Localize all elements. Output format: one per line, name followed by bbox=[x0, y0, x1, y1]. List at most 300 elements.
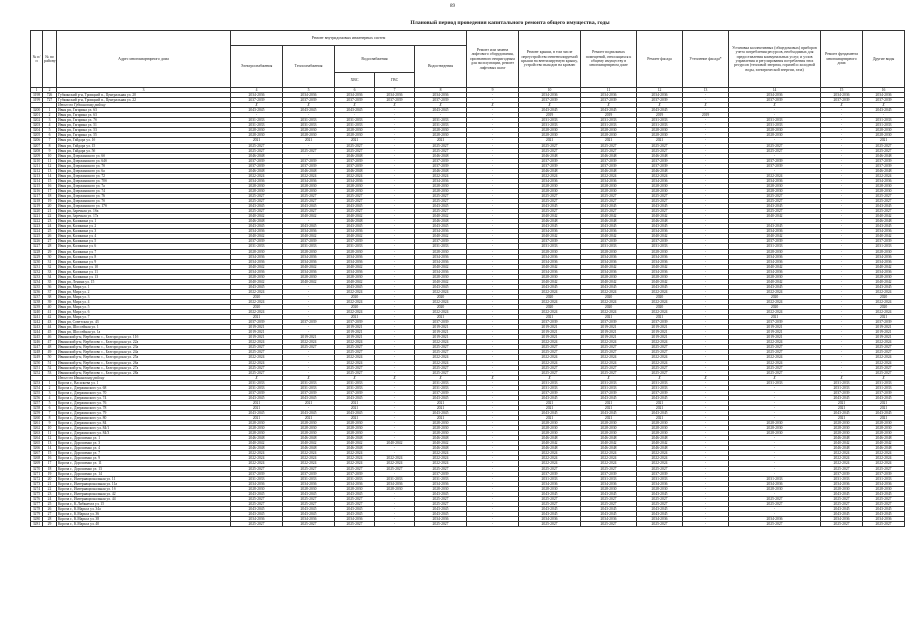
address-cell: Ивня рп, Калинина ул. 4 bbox=[57, 234, 231, 239]
table-cell: X bbox=[467, 375, 519, 380]
table-cell: 2031-2033 bbox=[581, 123, 637, 128]
table-cell: 2034-2036 bbox=[415, 516, 467, 521]
table-cell: - bbox=[683, 461, 729, 466]
table-cell: - bbox=[375, 108, 415, 113]
table-cell: 2028-2030 bbox=[729, 133, 821, 138]
table-cell: 3254 bbox=[31, 385, 43, 390]
table-cell: 3276 bbox=[31, 496, 43, 501]
table-cell: 3 bbox=[43, 390, 57, 395]
table-cell: 2034-2036 bbox=[637, 254, 683, 259]
table-cell: 2043-2045 bbox=[729, 284, 821, 289]
table-cell: - bbox=[375, 199, 415, 204]
address-cell: Ивня рп, Калинина ул. 7 bbox=[57, 249, 231, 254]
table-cell: - bbox=[375, 516, 415, 521]
table-cell: 2031-2033 bbox=[231, 380, 283, 385]
table-cell: 2021 bbox=[415, 405, 467, 410]
table-cell: 2025-2027 bbox=[581, 501, 637, 506]
table-cell: - bbox=[821, 113, 863, 118]
table-cell: 2043-2045 bbox=[821, 491, 863, 496]
table-cell: 2043-2045 bbox=[581, 224, 637, 229]
table-cell: - bbox=[683, 421, 729, 426]
table-cell: - bbox=[683, 365, 729, 370]
table-cell: - bbox=[821, 128, 863, 133]
table-cell: 2037-2039 bbox=[335, 158, 375, 163]
table-cell: 3244 bbox=[31, 330, 43, 335]
table-cell: - bbox=[683, 451, 729, 456]
table-cell: 2034-2036 bbox=[863, 229, 905, 234]
address-cell: Короча г., Дорошенко ул. 7 bbox=[57, 451, 231, 456]
table-cell: - bbox=[683, 269, 729, 274]
table-cell: 2034-2036 bbox=[581, 178, 637, 183]
address-cell: Короча г., Интернациональная ул. 11а bbox=[57, 481, 231, 486]
table-cell: 2037-2039 bbox=[283, 98, 335, 103]
table-cell: 2043-2045 bbox=[335, 108, 375, 113]
table-cell: - bbox=[375, 264, 415, 269]
table-cell: X bbox=[467, 103, 519, 108]
table-cell: 2022-2024 bbox=[335, 461, 375, 466]
table-cell: 2025-2027 bbox=[581, 143, 637, 148]
table-cell: 2037-2039 bbox=[863, 390, 905, 395]
table-cell: 2025-2027 bbox=[729, 148, 821, 153]
table-cell: 2019-2021 bbox=[231, 330, 283, 335]
table-cell: X bbox=[863, 103, 905, 108]
table-cell: 2034-2036 bbox=[283, 481, 335, 486]
table-cell: 2021 bbox=[863, 315, 905, 320]
table-cell: 2025-2027 bbox=[821, 501, 863, 506]
table-cell: - bbox=[467, 199, 519, 204]
table-cell: - bbox=[821, 330, 863, 335]
table-cell: 3278 bbox=[31, 506, 43, 511]
table-cell: 2040-2042 bbox=[231, 441, 283, 446]
table-cell: 3232 bbox=[31, 269, 43, 274]
table-cell: 3247 bbox=[31, 345, 43, 350]
table-cell: 2034-2036 bbox=[231, 229, 283, 234]
table-cell: 2021 bbox=[283, 400, 335, 405]
table-cell: 2025-2027 bbox=[519, 193, 581, 198]
table-cell: 2028-2030 bbox=[863, 486, 905, 491]
table-cell: 2025-2027 bbox=[519, 199, 581, 204]
table-cell: - bbox=[467, 279, 519, 284]
table-cell: - bbox=[683, 199, 729, 204]
table-cell: - bbox=[683, 511, 729, 516]
table-cell: 2037-2039 bbox=[335, 471, 375, 476]
table-cell: - bbox=[375, 496, 415, 501]
col-number: 3 bbox=[57, 88, 231, 93]
table-cell: 53 bbox=[43, 370, 57, 375]
address-cell: Ивня рп, Дзержинского ул. 6б bbox=[57, 153, 231, 158]
table-cell: - bbox=[467, 471, 519, 476]
table-cell: 2028-2030 bbox=[637, 133, 683, 138]
col-number: 4 bbox=[231, 88, 283, 93]
table-cell: 2021 bbox=[581, 400, 637, 405]
table-cell: 3223 bbox=[31, 224, 43, 229]
table-cell: - bbox=[467, 345, 519, 350]
table-cell: 2022-2024 bbox=[821, 451, 863, 456]
table-cell: 2022-2024 bbox=[335, 451, 375, 456]
table-cell: 2022-2024 bbox=[231, 456, 283, 461]
table-cell: 2025-2027 bbox=[415, 365, 467, 370]
table-cell: 2046-2048 bbox=[283, 168, 335, 173]
table-cell: 2046-2048 bbox=[581, 153, 637, 158]
table-cell: 26 bbox=[43, 234, 57, 239]
table-cell: 2028-2030 bbox=[519, 274, 581, 279]
table-cell: - bbox=[375, 118, 415, 123]
table-cell: 2037-2039 bbox=[581, 98, 637, 103]
table-cell: 2040-2042 bbox=[415, 264, 467, 269]
table-cell: - bbox=[683, 486, 729, 491]
address-cell: Ивня рп, Гайдара ул. 1б bbox=[57, 138, 231, 143]
table-cell: 2025-2027 bbox=[581, 148, 637, 153]
table-cell: 2020 bbox=[335, 305, 375, 310]
table-cell: 2031-2033 bbox=[231, 244, 283, 249]
table-cell: 3271 bbox=[31, 471, 43, 476]
table-cell: 2037-2039 bbox=[415, 158, 467, 163]
table-cell: - bbox=[821, 249, 863, 254]
col-number: 12 bbox=[637, 88, 683, 93]
table-cell: 2028-2030 bbox=[231, 421, 283, 426]
table-cell: 2031-2033 bbox=[637, 123, 683, 128]
address-cell: Ивня рп, Мира ул. 5 bbox=[57, 305, 231, 310]
table-cell: 2046-2048 bbox=[519, 446, 581, 451]
table-cell: - bbox=[683, 340, 729, 345]
table-cell: 2043-2045 bbox=[519, 506, 581, 511]
table-cell: 18 bbox=[43, 466, 57, 471]
table-cell: 2025-2027 bbox=[581, 193, 637, 198]
address-cell: Короча г., Дорошенко ул. 11 bbox=[57, 461, 231, 466]
table-cell: 7 bbox=[43, 411, 57, 416]
table-cell: 2028-2030 bbox=[231, 183, 283, 188]
table-cell: 2031-2033 bbox=[283, 380, 335, 385]
table-cell: - bbox=[729, 436, 821, 441]
table-cell: 2031-2033 bbox=[519, 244, 581, 249]
table-cell: - bbox=[375, 294, 415, 299]
table-cell: 2037-2039 bbox=[581, 239, 637, 244]
table-cell: 3210 bbox=[31, 158, 43, 163]
table-cell: 3228 bbox=[31, 249, 43, 254]
table-cell: X bbox=[283, 103, 335, 108]
table-cell: 2028-2030 bbox=[581, 133, 637, 138]
table-cell: 2020 bbox=[231, 305, 283, 310]
table-cell: 2037-2039 bbox=[637, 163, 683, 168]
table-cell: - bbox=[729, 168, 821, 173]
table-cell: 3233 bbox=[31, 274, 43, 279]
table-cell: 3238 bbox=[31, 299, 43, 304]
table-cell: 2019-2021 bbox=[863, 335, 905, 340]
address-cell: Ивня рп, Калинина ул. 2 bbox=[57, 224, 231, 229]
table-cell: 2028-2030 bbox=[375, 486, 415, 491]
table-cell: - bbox=[821, 325, 863, 330]
address-cell: Ивня рп, Мира ул. 6 bbox=[57, 310, 231, 315]
table-cell: 2020 bbox=[863, 305, 905, 310]
table-cell: 2031-2033 bbox=[581, 244, 637, 249]
table-cell: 2025-2027 bbox=[729, 143, 821, 148]
table-cell: 3226 bbox=[31, 239, 43, 244]
table-cell: - bbox=[467, 294, 519, 299]
table-cell: 2028-2030 bbox=[519, 183, 581, 188]
table-cell: 2022-2024 bbox=[283, 451, 335, 456]
table-cell: 2040-2042 bbox=[375, 441, 415, 446]
table-cell: - bbox=[467, 264, 519, 269]
table-cell: 10 bbox=[43, 426, 57, 431]
table-cell: 2046-2048 bbox=[335, 219, 375, 224]
address-cell: Ивня рп, Дзержинского ул. 72 bbox=[57, 173, 231, 178]
table-cell: 2025-2027 bbox=[863, 522, 905, 527]
table-cell: 2021 bbox=[821, 416, 863, 421]
table-cell: - bbox=[375, 234, 415, 239]
table-cell: 2022-2024 bbox=[519, 456, 581, 461]
table-cell: - bbox=[375, 310, 415, 315]
table-cell: 2043-2045 bbox=[519, 224, 581, 229]
table-cell: 2028-2030 bbox=[863, 249, 905, 254]
table-cell: - bbox=[821, 219, 863, 224]
table-cell: - bbox=[683, 471, 729, 476]
table-cell: 2028-2030 bbox=[283, 133, 335, 138]
table-cell: 2022-2024 bbox=[415, 456, 467, 461]
table-cell: 2022-2024 bbox=[581, 289, 637, 294]
address-cell: Короча г., Васильева ул. 1 bbox=[57, 380, 231, 385]
col-number: 14 bbox=[729, 88, 821, 93]
table-cell: - bbox=[467, 128, 519, 133]
table-cell: 2034-2036 bbox=[335, 259, 375, 264]
address-cell: Ивня рп, Советская ул. 43 bbox=[57, 320, 231, 325]
table-cell: - bbox=[821, 214, 863, 219]
table-cell: 2037-2039 bbox=[283, 320, 335, 325]
table-cell: - bbox=[683, 274, 729, 279]
table-cell: - bbox=[467, 441, 519, 446]
address-cell: Короча г., К.Маркса ул. 38 bbox=[57, 516, 231, 521]
table-cell: 2022-2024 bbox=[863, 310, 905, 315]
table-cell: - bbox=[821, 234, 863, 239]
table-cell: - bbox=[729, 446, 821, 451]
table-cell: 3246 bbox=[31, 340, 43, 345]
table-cell: - bbox=[729, 456, 821, 461]
table-cell: 2040-2042 bbox=[283, 264, 335, 269]
table-cell: - bbox=[683, 259, 729, 264]
address-cell: Ивня рп, Мира ул. 1 bbox=[57, 284, 231, 289]
table-cell: - bbox=[375, 340, 415, 345]
table-cell: - bbox=[683, 390, 729, 395]
table-cell: 2040-2042 bbox=[581, 279, 637, 284]
table-cell: 2034-2036 bbox=[335, 178, 375, 183]
table-cell: 2046-2048 bbox=[581, 436, 637, 441]
table-cell: - bbox=[683, 148, 729, 153]
table-cell: 2025-2027 bbox=[231, 199, 283, 204]
table-cell: 2034-2036 bbox=[375, 93, 415, 98]
table-cell: - bbox=[683, 244, 729, 249]
table-cell: 2040-2042 bbox=[729, 279, 821, 284]
table-cell: 2034-2036 bbox=[335, 481, 375, 486]
table-cell: - bbox=[375, 209, 415, 214]
table-cell: 2022-2024 bbox=[231, 360, 283, 365]
address-cell: Ивня рп, Мира ул. 4 bbox=[57, 299, 231, 304]
table-cell: 3280 bbox=[31, 516, 43, 521]
table-cell: 2025-2027 bbox=[519, 522, 581, 527]
table-cell: 2043-2045 bbox=[581, 108, 637, 113]
table-cell: 2022-2024 bbox=[821, 461, 863, 466]
table-cell: 2034-2036 bbox=[415, 93, 467, 98]
table-cell: 2040-2042 bbox=[863, 264, 905, 269]
table-cell: 2031-2033 bbox=[415, 244, 467, 249]
table-cell: 2028-2030 bbox=[335, 274, 375, 279]
table-cell: - bbox=[375, 365, 415, 370]
table-cell: 2028-2030 bbox=[283, 426, 335, 431]
table-cell: 2022-2024 bbox=[581, 451, 637, 456]
table-cell: - bbox=[375, 128, 415, 133]
table-cell: 2025-2027 bbox=[335, 522, 375, 527]
table-cell: 2046-2048 bbox=[283, 436, 335, 441]
address-cell: Ивня рп, Калинина ул. 6 bbox=[57, 244, 231, 249]
table-cell: 3237 bbox=[31, 294, 43, 299]
table-cell: 3245 bbox=[31, 335, 43, 340]
table-cell: - bbox=[467, 299, 519, 304]
table-cell: 2043-2045 bbox=[415, 491, 467, 496]
table-cell: - bbox=[821, 108, 863, 113]
table-cell: 2040-2042 bbox=[863, 214, 905, 219]
col-number: 2 bbox=[43, 88, 57, 93]
header-col-address: Адрес многоквартирного дома bbox=[57, 31, 231, 88]
table-cell: X bbox=[729, 103, 821, 108]
table-cell: 2022-2024 bbox=[375, 456, 415, 461]
table-cell: - bbox=[683, 416, 729, 421]
table-cell: 3200 bbox=[31, 108, 43, 113]
table-cell: - bbox=[729, 385, 821, 390]
address-cell: Ивня рп, Мира ул. 3 bbox=[57, 294, 231, 299]
table-cell: 2022-2024 bbox=[637, 360, 683, 365]
table-cell: 2028-2030 bbox=[231, 188, 283, 193]
table-cell: 2040-2042 bbox=[581, 234, 637, 239]
table-cell: 2025-2027 bbox=[335, 193, 375, 198]
table-cell: X bbox=[581, 103, 637, 108]
address-cell: Короча г., К.Маркса ул. 36 bbox=[57, 511, 231, 516]
table-cell: 2043-2045 bbox=[729, 204, 821, 209]
table-cell: - bbox=[863, 113, 905, 118]
table-cell: - bbox=[683, 496, 729, 501]
header-facade: Ремонт фасада bbox=[637, 31, 683, 88]
table-cell: 2028-2030 bbox=[231, 486, 283, 491]
table-cell: 2046-2048 bbox=[863, 436, 905, 441]
table-cell: 2021 bbox=[283, 138, 335, 143]
table-cell: 2031-2033 bbox=[863, 244, 905, 249]
table-cell: 2028-2030 bbox=[231, 274, 283, 279]
table-cell: 30 bbox=[43, 254, 57, 259]
table-cell: 2025-2027 bbox=[231, 143, 283, 148]
table-cell: 2040-2042 bbox=[637, 234, 683, 239]
table-cell: - bbox=[683, 224, 729, 229]
col-number: 1 bbox=[31, 88, 43, 93]
table-cell: - bbox=[683, 123, 729, 128]
address-cell: Ивнянский р-н, Вербилово с., Белгородская ул. 22а bbox=[57, 340, 231, 345]
table-cell: 2043-2045 bbox=[231, 506, 283, 511]
table-cell: 2022-2024 bbox=[729, 289, 821, 294]
table-cell: 27 bbox=[43, 239, 57, 244]
table-cell: 2031-2033 bbox=[637, 380, 683, 385]
table-cell: 2022-2024 bbox=[581, 360, 637, 365]
table-cell: 2021 bbox=[729, 315, 821, 320]
table-cell: 2031-2033 bbox=[375, 476, 415, 481]
table-cell: 5 bbox=[43, 400, 57, 405]
table-cell: 2028-2030 bbox=[415, 431, 467, 436]
table-cell: X bbox=[637, 375, 683, 380]
table-cell: 47 bbox=[43, 340, 57, 345]
table-cell: 38 bbox=[43, 294, 57, 299]
table-cell: 2022-2024 bbox=[519, 289, 581, 294]
address-cell: Короча г., Интернациональная ул. 42 bbox=[57, 491, 231, 496]
table-cell: 2046-2048 bbox=[581, 219, 637, 224]
table-cell: 28 bbox=[43, 244, 57, 249]
table-cell: - bbox=[467, 219, 519, 224]
table-cell: - bbox=[467, 183, 519, 188]
table-cell: 3240 bbox=[31, 310, 43, 315]
table-cell: 2031-2033 bbox=[729, 380, 821, 385]
table-cell: - bbox=[467, 390, 519, 395]
address-cell: Ивня рп, Дзержинского ул. 64б bbox=[57, 158, 231, 163]
table-cell: - bbox=[467, 269, 519, 274]
table-cell: 2040-2042 bbox=[335, 279, 375, 284]
table-cell: 2043-2045 bbox=[821, 511, 863, 516]
table-cell: 2028-2030 bbox=[415, 486, 467, 491]
table-cell: 2028-2030 bbox=[729, 426, 821, 431]
address-cell: Ивня рп, Шоссейная ул. 1а bbox=[57, 330, 231, 335]
table-cell: 2043-2045 bbox=[231, 204, 283, 209]
table-cell: - bbox=[335, 113, 375, 118]
table-cell: - bbox=[683, 400, 729, 405]
table-cell: 2021 bbox=[863, 416, 905, 421]
table-cell: 2037-2039 bbox=[415, 390, 467, 395]
table-cell: - bbox=[467, 305, 519, 310]
table-cell: 2022-2024 bbox=[637, 461, 683, 466]
table-cell: 2028-2030 bbox=[581, 426, 637, 431]
table-cell: 3249 bbox=[31, 355, 43, 360]
table-cell: - bbox=[821, 209, 863, 214]
table-cell: - bbox=[283, 299, 335, 304]
table-cell: 2037-2039 bbox=[335, 163, 375, 168]
header-basement: Ремонт подвальных помещений, относящихся к общему имуществу в многоквартирном доме bbox=[581, 31, 637, 88]
table-cell: - bbox=[683, 385, 729, 390]
table-cell: 46 bbox=[43, 335, 57, 340]
table-cell: 2043-2045 bbox=[519, 395, 581, 400]
table-cell: - bbox=[683, 188, 729, 193]
table-cell: 2031-2033 bbox=[581, 476, 637, 481]
table-cell: - bbox=[467, 370, 519, 375]
table-cell: 2043-2045 bbox=[231, 491, 283, 496]
table-cell: 3258 bbox=[31, 405, 43, 410]
table-cell: 3229 bbox=[31, 254, 43, 259]
table-cell: - bbox=[467, 486, 519, 491]
table-cell: 2025-2027 bbox=[415, 501, 467, 506]
table-cell: 2043-2045 bbox=[863, 284, 905, 289]
table-cell: 2034-2036 bbox=[637, 269, 683, 274]
table-cell: 2025-2027 bbox=[335, 350, 375, 355]
table-cell: 2028-2030 bbox=[519, 486, 581, 491]
table-cell: - bbox=[467, 234, 519, 239]
table-cell: 4 bbox=[43, 123, 57, 128]
table-cell: 2031-2033 bbox=[231, 118, 283, 123]
table-cell: 2021 bbox=[283, 416, 335, 421]
table-cell: 2028-2030 bbox=[581, 188, 637, 193]
table-cell: 2025-2027 bbox=[863, 148, 905, 153]
table-cell: 22 bbox=[43, 486, 57, 491]
table-row bbox=[31, 522, 905, 527]
table-cell: - bbox=[375, 173, 415, 178]
table-cell: 2025-2027 bbox=[519, 370, 581, 375]
table-cell: 2046-2048 bbox=[415, 153, 467, 158]
table-cell: 3224 bbox=[31, 229, 43, 234]
table-cell: 2031-2033 bbox=[581, 380, 637, 385]
table-cell: 2037-2039 bbox=[821, 390, 863, 395]
table-cell: - bbox=[821, 274, 863, 279]
table-cell: - bbox=[729, 411, 821, 416]
table-cell: - bbox=[683, 491, 729, 496]
